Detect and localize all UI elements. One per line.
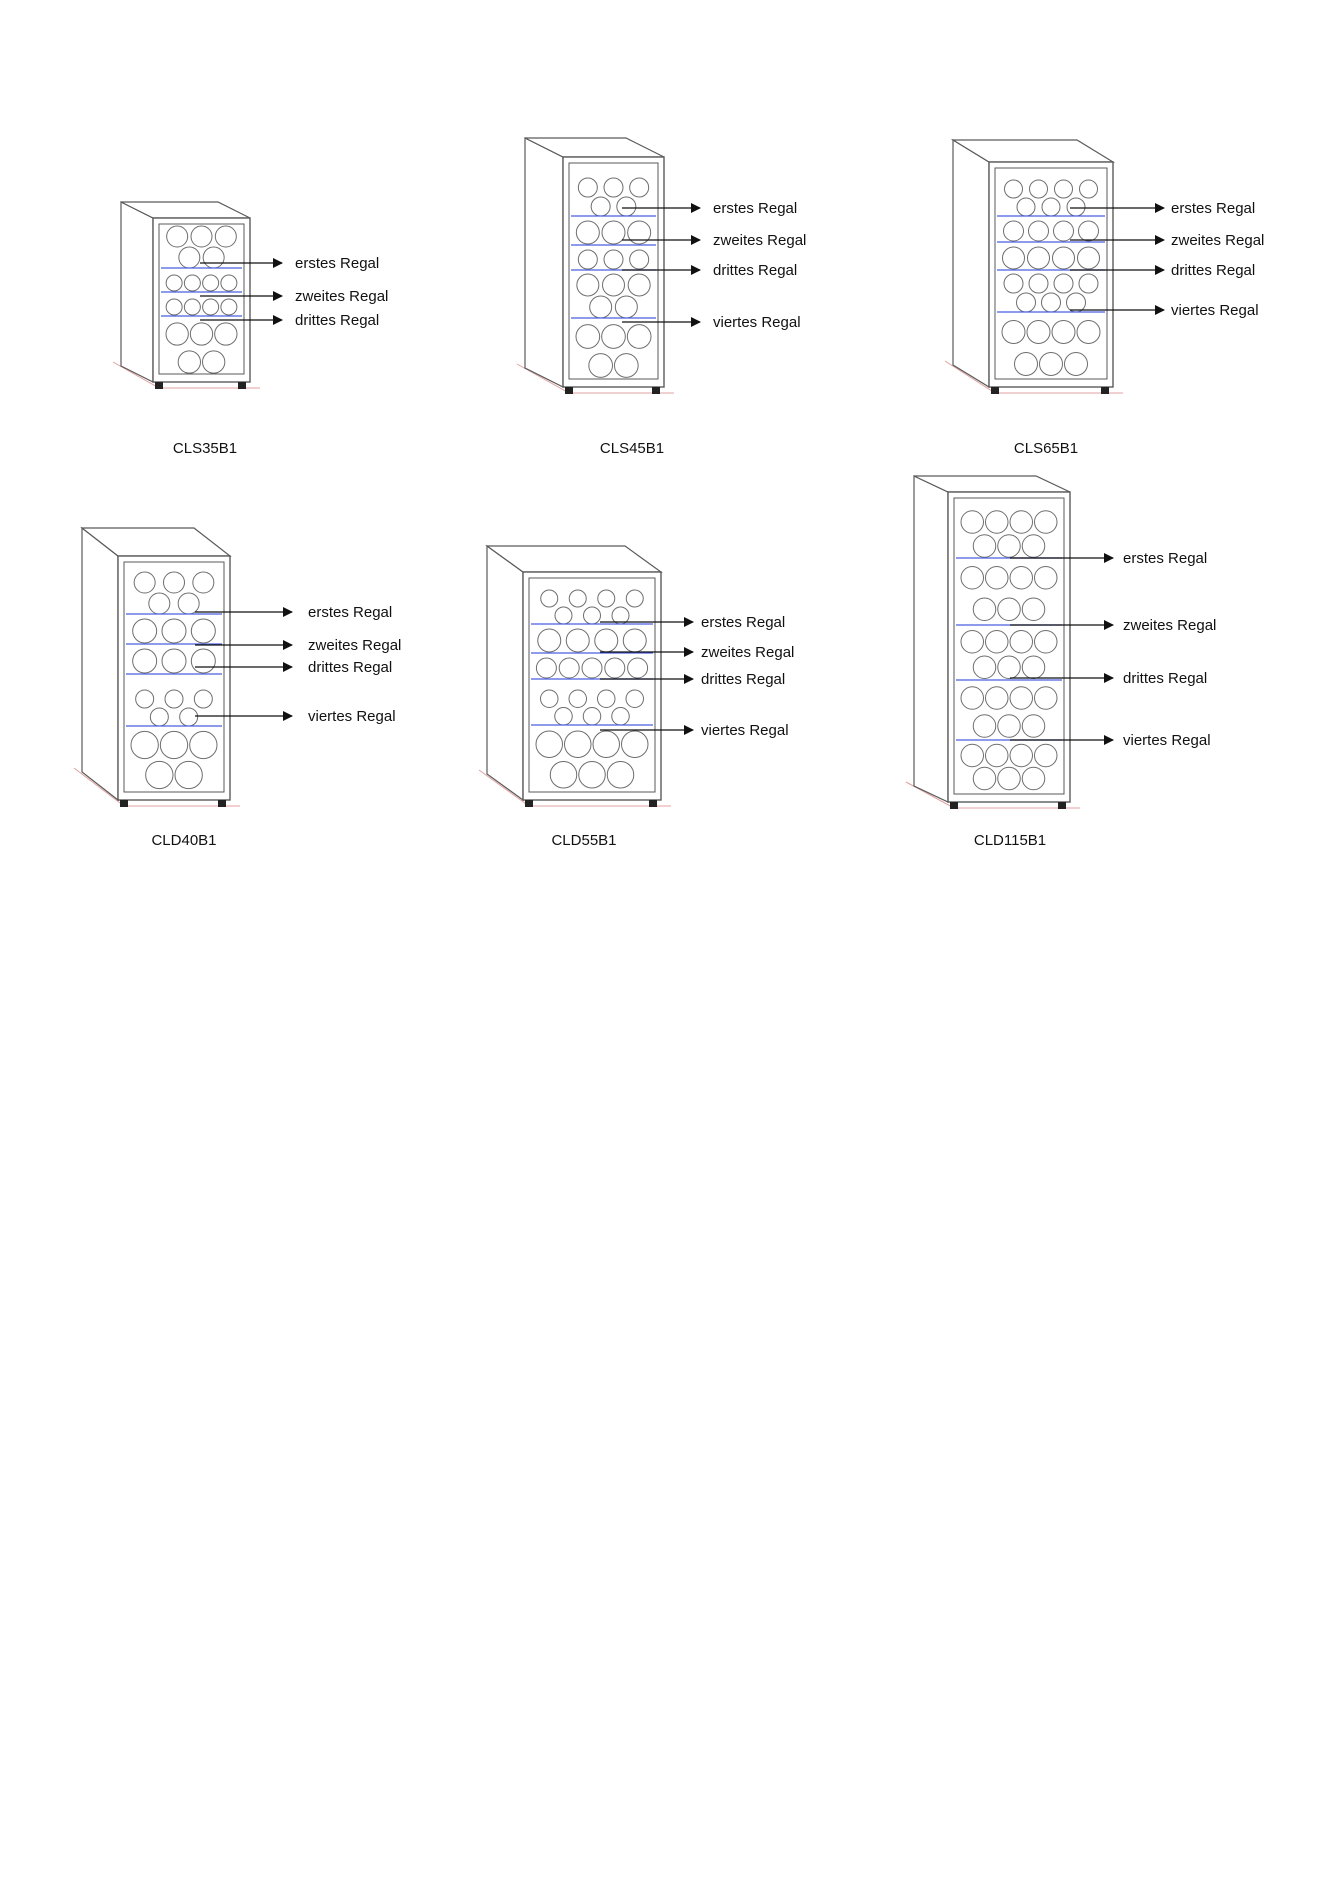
bottle-icon xyxy=(536,658,556,678)
bottle-icon xyxy=(1052,321,1075,344)
bottle-icon xyxy=(582,658,602,678)
bottle-icon xyxy=(550,762,577,789)
bottle-icon xyxy=(615,296,637,318)
shelf-label: zweites Regal xyxy=(308,637,402,654)
shelf-label: viertes Regal xyxy=(308,708,396,725)
shelf-label: erstes Regal xyxy=(1123,550,1208,567)
bottle-icon xyxy=(1022,767,1045,790)
bottle-icon xyxy=(1067,198,1085,216)
bottle-icon xyxy=(131,731,158,758)
shelf-label: drittes Regal xyxy=(713,262,798,279)
bottle-icon xyxy=(1030,180,1048,198)
bottle-icon xyxy=(1010,744,1033,767)
bottle-icon xyxy=(1004,274,1023,293)
bottle-icon xyxy=(1080,180,1098,198)
bottle-icon xyxy=(166,299,182,315)
shelf-label: drittes Regal xyxy=(308,659,393,676)
bottle-icon xyxy=(175,761,202,788)
wine-cooler-unit xyxy=(517,138,806,457)
bottle-icon xyxy=(595,629,618,652)
bottle-icon xyxy=(160,731,187,758)
bottle-icon xyxy=(555,607,572,624)
bottle-icon xyxy=(191,226,212,247)
bottle-icon xyxy=(194,690,212,708)
bottle-icon xyxy=(184,299,200,315)
cabinet-foot xyxy=(991,387,999,394)
bottle-icon xyxy=(1017,293,1036,312)
bottle-icon xyxy=(593,731,620,758)
cabinet-foot xyxy=(120,800,128,807)
shelf-label: zweites Regal xyxy=(701,644,795,661)
bottle-icon xyxy=(576,325,600,349)
bottle-icon xyxy=(998,598,1021,621)
bottle-icon xyxy=(203,299,219,315)
bottle-icon xyxy=(179,247,200,268)
wine-cooler-unit xyxy=(479,546,794,849)
model-label: CLS35B1 xyxy=(172,440,238,457)
bottle-icon xyxy=(603,274,625,296)
bottle-icon xyxy=(221,275,237,291)
bottle-icon xyxy=(1028,247,1050,269)
bottle-icon xyxy=(536,731,563,758)
shelf-label: zweites Regal xyxy=(1171,232,1265,249)
bottle-icon xyxy=(162,649,186,673)
bottle-icon xyxy=(607,762,634,789)
bottle-icon xyxy=(1029,221,1049,241)
bottle-icon xyxy=(973,535,996,558)
bottle-icon xyxy=(191,649,215,673)
bottle-icon xyxy=(626,690,644,708)
shelf-label: viertes Regal xyxy=(1123,732,1211,749)
bottle-icon xyxy=(1035,511,1058,534)
bottle-icon xyxy=(166,323,188,345)
bottle-icon xyxy=(1010,567,1033,590)
bottle-icon xyxy=(1054,221,1074,241)
wine-cooler-unit xyxy=(113,202,388,457)
bottle-icon xyxy=(598,590,615,607)
model-label: CLS45B1 xyxy=(599,440,665,457)
cabinet-foot xyxy=(525,800,533,807)
shelf-label: erstes Regal xyxy=(701,614,786,631)
shelf-label: zweites Regal xyxy=(1123,617,1217,634)
bottle-icon xyxy=(961,744,984,767)
bottle-icon xyxy=(961,511,984,534)
bottle-icon xyxy=(541,590,558,607)
bottle-icon xyxy=(986,567,1009,590)
cabinet-side-panel xyxy=(525,138,563,387)
bottle-icon xyxy=(998,535,1021,558)
bottle-icon xyxy=(541,690,559,708)
bottle-icon xyxy=(203,247,224,268)
bottle-icon xyxy=(973,598,996,621)
bottle-icon xyxy=(986,511,1009,534)
bottle-icon xyxy=(591,197,610,216)
model-label: CLD115B1 xyxy=(973,832,1047,849)
cabinet-foot xyxy=(649,800,657,807)
bottle-icon xyxy=(628,274,650,296)
bottle-icon xyxy=(630,250,649,269)
bottle-icon xyxy=(150,708,168,726)
cabinet-side-panel xyxy=(487,546,523,800)
bottle-icon xyxy=(1079,221,1099,241)
bottle-icon xyxy=(1022,535,1045,558)
bottle-icon xyxy=(1078,247,1100,269)
shelf-label: erstes Regal xyxy=(295,255,380,272)
bottle-icon xyxy=(165,690,183,708)
bottle-icon xyxy=(1003,247,1025,269)
bottle-icon xyxy=(1035,744,1058,767)
bottle-icon xyxy=(590,296,612,318)
bottle-icon xyxy=(164,572,185,593)
bottle-icon xyxy=(203,275,219,291)
shelf-label: viertes Regal xyxy=(713,314,801,331)
shelf-label: viertes Regal xyxy=(1171,302,1259,319)
bottle-icon xyxy=(622,731,649,758)
bottle-icon xyxy=(1079,274,1098,293)
bottle-icon xyxy=(1010,687,1033,710)
bottle-icon xyxy=(191,619,215,643)
bottle-icon xyxy=(578,178,597,197)
bottle-icon xyxy=(167,226,188,247)
bottle-icon xyxy=(973,767,996,790)
shelf-label: erstes Regal xyxy=(1171,200,1256,217)
bottle-icon xyxy=(627,325,651,349)
cabinet-foot xyxy=(652,387,660,394)
bottle-icon xyxy=(1042,293,1061,312)
bottle-icon xyxy=(1035,567,1058,590)
bottle-icon xyxy=(1065,353,1088,376)
bottle-icon xyxy=(1022,656,1045,679)
cabinet-foot xyxy=(950,802,958,809)
bottle-icon xyxy=(986,631,1009,654)
bottle-icon xyxy=(146,761,173,788)
shelf-label: viertes Regal xyxy=(701,722,789,739)
bottle-icon xyxy=(1027,321,1050,344)
cabinet-foot xyxy=(1101,387,1109,394)
bottle-icon xyxy=(998,656,1021,679)
bottle-icon xyxy=(569,590,586,607)
bottle-icon xyxy=(134,572,155,593)
bottle-icon xyxy=(1054,274,1073,293)
shelf-label: zweites Regal xyxy=(295,288,389,305)
bottle-icon xyxy=(961,631,984,654)
bottle-icon xyxy=(1042,198,1060,216)
bottle-icon xyxy=(1017,198,1035,216)
bottle-icon xyxy=(1077,321,1100,344)
bottle-icon xyxy=(559,658,579,678)
bottle-icon xyxy=(615,354,639,378)
cabinet-side-panel xyxy=(914,476,948,802)
bottle-icon xyxy=(604,178,623,197)
bottle-icon xyxy=(612,708,630,726)
bottle-icon xyxy=(203,351,225,373)
bottle-icon xyxy=(605,658,625,678)
bottle-icon xyxy=(190,323,212,345)
shelf-label: erstes Regal xyxy=(713,200,798,217)
bottle-icon xyxy=(133,619,157,643)
model-label: CLS65B1 xyxy=(1013,440,1079,457)
bottle-icon xyxy=(617,197,636,216)
bottle-icon xyxy=(577,274,599,296)
bottle-icon xyxy=(1010,631,1033,654)
bottle-icon xyxy=(583,708,601,726)
bottle-icon xyxy=(193,572,214,593)
bottle-icon xyxy=(221,299,237,315)
bottle-icon xyxy=(178,593,199,614)
bottle-icon xyxy=(215,226,236,247)
shelf-label: drittes Regal xyxy=(1123,670,1208,687)
bottle-icon xyxy=(986,687,1009,710)
cabinet-foot xyxy=(218,800,226,807)
cabinet-foot xyxy=(1058,802,1066,809)
bottle-icon xyxy=(584,607,601,624)
bottle-icon xyxy=(569,690,587,708)
model-label: CLD40B1 xyxy=(151,832,217,849)
bottle-icon xyxy=(184,275,200,291)
bottle-icon xyxy=(630,178,649,197)
bottle-icon xyxy=(589,354,613,378)
cabinet-foot xyxy=(238,382,246,389)
model-label: CLD55B1 xyxy=(551,832,617,849)
bottle-icon xyxy=(1005,180,1023,198)
bottle-icon xyxy=(973,715,996,738)
bottle-icon xyxy=(602,325,626,349)
cabinet-foot xyxy=(155,382,163,389)
bottle-icon xyxy=(626,590,643,607)
bottle-icon xyxy=(1053,247,1075,269)
bottle-icon xyxy=(986,744,1009,767)
bottle-icon xyxy=(1002,321,1025,344)
bottle-icon xyxy=(961,567,984,590)
shelf-label: drittes Regal xyxy=(701,671,786,688)
bottle-icon xyxy=(178,351,200,373)
bottle-icon xyxy=(190,731,217,758)
bottle-icon xyxy=(215,323,237,345)
shelf-label: erstes Regal xyxy=(308,604,393,621)
bottle-icon xyxy=(180,708,198,726)
bottle-icon xyxy=(162,619,186,643)
bottle-icon xyxy=(628,658,648,678)
wine-cooler-unit xyxy=(74,528,401,849)
cabinet-side-panel xyxy=(953,140,989,387)
bottle-icon xyxy=(602,221,625,244)
bottle-icon xyxy=(973,656,996,679)
bottle-icon xyxy=(1010,511,1033,534)
bottle-icon xyxy=(578,250,597,269)
wine-cooler-unit xyxy=(945,140,1264,457)
bottle-icon xyxy=(136,690,154,708)
bottle-icon xyxy=(133,649,157,673)
bottle-icon xyxy=(166,275,182,291)
cabinet-foot xyxy=(565,387,573,394)
bottle-icon xyxy=(149,593,170,614)
bottle-icon xyxy=(566,629,589,652)
shelf-label: drittes Regal xyxy=(1171,262,1256,279)
bottle-icon xyxy=(565,731,592,758)
bottle-icon xyxy=(1035,687,1058,710)
bottle-icon xyxy=(555,708,573,726)
shelf-label: zweites Regal xyxy=(713,232,807,249)
bottle-icon xyxy=(961,687,984,710)
bottle-icon xyxy=(1067,293,1086,312)
cabinet-side-panel xyxy=(82,528,118,800)
wine-cooler-unit xyxy=(906,476,1216,849)
bottle-icon xyxy=(576,221,599,244)
bottle-icon xyxy=(598,690,616,708)
cabinet-side-panel xyxy=(121,202,153,382)
bottle-icon xyxy=(1040,353,1063,376)
bottle-icon xyxy=(623,629,646,652)
bottle-icon xyxy=(1035,631,1058,654)
bottle-icon xyxy=(998,767,1021,790)
bottle-icon xyxy=(1022,715,1045,738)
bottle-icon xyxy=(998,715,1021,738)
bottle-icon xyxy=(1004,221,1024,241)
bottle-icon xyxy=(579,762,606,789)
bottle-icon xyxy=(1015,353,1038,376)
bottle-icon xyxy=(538,629,561,652)
bottle-icon xyxy=(1029,274,1048,293)
bottle-icon xyxy=(1055,180,1073,198)
bottle-icon xyxy=(1022,598,1045,621)
bottle-icon xyxy=(604,250,623,269)
shelf-label: drittes Regal xyxy=(295,312,380,329)
